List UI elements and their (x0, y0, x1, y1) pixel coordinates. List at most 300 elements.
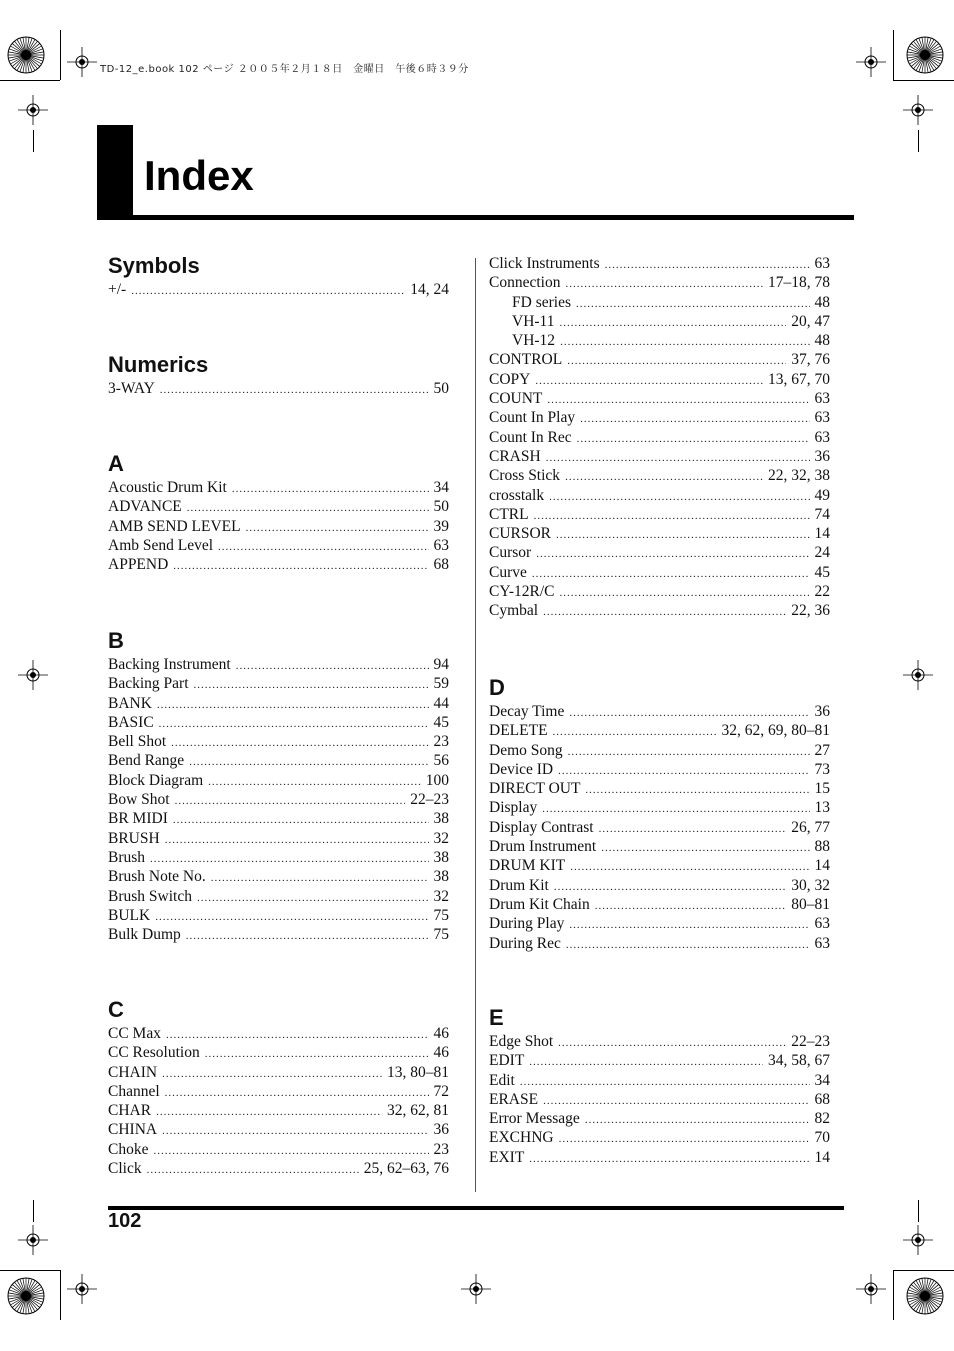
title-rule (97, 215, 854, 220)
page-reference: 25, 62–63, 76 (363, 1160, 449, 1178)
index-entry (489, 582, 830, 601)
section-heading: D (489, 675, 505, 700)
index-entry (108, 790, 449, 809)
crop-mark (893, 80, 954, 81)
page-reference: 13, 80–81 (387, 1063, 449, 1081)
dot-leader (585, 781, 809, 800)
index-term: Brush Note No. (108, 868, 206, 886)
index-entry (489, 293, 830, 312)
index-entry (489, 741, 830, 760)
dot-leader (173, 811, 429, 830)
star-target-icon (905, 1276, 945, 1316)
title-block (97, 125, 133, 220)
index-term: APPEND (108, 556, 169, 574)
dot-leader (559, 314, 786, 333)
page-reference: 15 (814, 780, 830, 798)
page-reference: 22 (814, 583, 830, 601)
page-reference: 32 (433, 887, 449, 905)
dot-leader (547, 391, 809, 410)
index-entry (108, 829, 449, 848)
index-entry (489, 447, 830, 466)
index-term: Amb Send Level (108, 536, 214, 554)
dot-leader (175, 792, 406, 811)
index-entry (108, 751, 449, 770)
page-reference: 82 (814, 1110, 830, 1128)
index-term: VH-11 (512, 312, 555, 330)
index-term: CURSOR (489, 525, 552, 543)
page-reference: 63 (814, 390, 830, 408)
page-reference: 63 (814, 255, 830, 272)
page-reference: 50 (433, 380, 449, 397)
index-term: Count In Play (489, 409, 576, 427)
index-entry (489, 702, 830, 721)
page-reference: 70 (814, 1129, 830, 1147)
page-reference: 32 (433, 829, 449, 847)
index-section (489, 254, 830, 621)
index-term: Click Instruments (489, 255, 600, 272)
index-entry (108, 497, 449, 516)
index-term: Click (108, 1160, 142, 1178)
dot-leader (157, 696, 429, 715)
index-term: Cymbal (489, 602, 539, 620)
index-term: Connection (489, 274, 561, 292)
page-reference: 73 (814, 760, 830, 778)
index-entry (489, 331, 830, 350)
page-reference: 14 (814, 1148, 830, 1166)
index-entry (489, 914, 830, 933)
index-term: Channel (108, 1082, 160, 1100)
dot-leader (529, 1053, 763, 1072)
page-reference: 100 (425, 771, 449, 789)
page-reference: 26, 77 (791, 818, 830, 836)
dot-leader (162, 1122, 428, 1141)
index-section (108, 992, 449, 1178)
page-reference: 59 (433, 675, 449, 693)
index-term: CHINA (108, 1121, 158, 1139)
dot-leader (570, 858, 809, 877)
section-heading: Numerics (108, 352, 209, 377)
index-entry (489, 370, 830, 389)
page-reference: 56 (433, 752, 449, 770)
index-term: Acoustic Drum Kit (108, 479, 227, 496)
crop-mark (893, 1270, 894, 1320)
index-term: Drum Kit Chain (489, 895, 590, 913)
page-reference: 50 (433, 498, 449, 516)
index-entry (489, 934, 830, 953)
index-entry (489, 876, 830, 895)
index-term: Bell Shot (108, 733, 167, 751)
page-reference: 17–18, 78 (768, 274, 830, 292)
page-reference: 94 (433, 656, 449, 673)
page-reference: 88 (814, 838, 830, 856)
index-term: VH-12 (512, 332, 556, 350)
index-term: EXCHNG (489, 1129, 554, 1147)
page-reference: 68 (433, 556, 449, 574)
index-term: Backing Instrument (108, 656, 231, 673)
index-term: BRUSH (108, 829, 160, 847)
index-entry (108, 379, 449, 398)
index-term: Cursor (489, 544, 532, 562)
index-term: crosstalk (489, 486, 545, 504)
dot-leader (601, 839, 809, 858)
index-entry (108, 771, 449, 790)
dot-leader (595, 897, 787, 916)
index-entry (489, 837, 830, 856)
dot-leader (559, 1130, 810, 1149)
dot-leader (218, 538, 428, 557)
index-term: Backing Part (108, 675, 189, 693)
page-reference: 24 (814, 544, 830, 562)
index-term: Edge Shot (489, 1033, 554, 1050)
page-reference: 74 (814, 505, 830, 523)
index-section (108, 248, 449, 299)
crop-mark (60, 30, 61, 80)
dot-leader (585, 1111, 810, 1130)
index-entry (489, 721, 830, 740)
dot-leader (565, 275, 763, 294)
registration-mark-icon (18, 660, 48, 690)
index-term: During Play (489, 915, 565, 933)
index-entry (108, 478, 449, 497)
index-term: COPY (489, 370, 531, 388)
index-term: Display (489, 799, 538, 817)
index-term: Edit (489, 1071, 515, 1089)
page-reference: 36 (433, 1121, 449, 1139)
dot-leader (162, 1065, 382, 1084)
registration-mark-icon (856, 47, 886, 77)
dot-leader (549, 488, 809, 507)
index-entry (108, 809, 449, 828)
page-reference: 14 (814, 857, 830, 875)
section-heading: B (108, 628, 124, 653)
dot-leader (532, 565, 810, 584)
page-reference: 44 (433, 694, 449, 712)
dot-leader (173, 557, 428, 576)
dot-leader (576, 295, 810, 314)
index-entry (108, 1043, 449, 1062)
dot-leader (246, 519, 429, 538)
dot-leader (155, 908, 428, 927)
index-entry (489, 486, 830, 505)
index-term: CC Max (108, 1025, 161, 1042)
index-entry (489, 779, 830, 798)
registration-mark-icon (856, 1274, 886, 1304)
crop-mark (0, 1270, 60, 1271)
dot-leader (535, 372, 763, 391)
index-term: Curve (489, 563, 527, 581)
index-term: Cross Stick (489, 467, 561, 485)
index-entry (108, 517, 449, 536)
index-term: BANK (108, 694, 152, 712)
page-reference: 22–23 (791, 1033, 830, 1050)
page-reference: 22, 36 (791, 602, 830, 620)
section-heading: A (108, 451, 124, 476)
index-term: During Rec (489, 934, 561, 952)
dot-leader (529, 1150, 809, 1169)
index-entry (108, 1140, 449, 1159)
section-heading: Symbols (108, 253, 200, 278)
print-header: TD-12_e.book 102 ページ ２００５年２月１８日 金曜日 午後６時３９分 (100, 64, 469, 75)
index-entry (108, 1101, 449, 1120)
registration-mark-icon (67, 1274, 97, 1304)
page-reference: 45 (433, 713, 449, 731)
dot-leader (147, 1161, 359, 1180)
index-term: Brush (108, 848, 146, 866)
registration-mark-icon (903, 1225, 933, 1255)
crop-mark (0, 80, 60, 81)
index-term: DRUM KIT (489, 857, 566, 875)
page-title: Index (144, 152, 254, 199)
index-entry (108, 674, 449, 693)
index-entry (489, 1051, 830, 1070)
page-reference: 36 (814, 447, 830, 465)
dot-leader (566, 936, 810, 955)
index-entry (489, 856, 830, 875)
index-term: CY-12R/C (489, 583, 555, 601)
index-term: Error Message (489, 1110, 580, 1128)
index-entry (489, 760, 830, 779)
crop-mark (33, 130, 34, 152)
star-target-icon (905, 35, 945, 75)
dot-leader (568, 743, 810, 762)
page-reference: 38 (433, 810, 449, 828)
crop-mark (893, 1270, 954, 1271)
dot-leader (194, 676, 429, 695)
dot-leader (567, 352, 786, 371)
page-reference: 39 (433, 517, 449, 535)
index-term: Device ID (489, 760, 554, 778)
index-entry (489, 1109, 830, 1128)
index-entry (489, 601, 830, 620)
index-entry (108, 1159, 449, 1178)
dot-leader (160, 381, 429, 400)
index-term: BASIC (108, 713, 154, 731)
dot-leader (159, 715, 429, 734)
crop-mark (918, 1200, 919, 1222)
crop-mark (893, 30, 894, 80)
index-term: FD series (512, 293, 571, 311)
index-entry (489, 524, 830, 543)
dot-leader (236, 657, 429, 676)
registration-mark-icon (18, 1225, 48, 1255)
index-entry (108, 713, 449, 732)
index-term: DELETE (489, 722, 548, 740)
index-entry (489, 1071, 830, 1090)
column-divider (475, 258, 476, 1192)
page-reference: 68 (814, 1090, 830, 1108)
crop-mark (918, 130, 919, 152)
index-entry (108, 280, 449, 299)
page-reference: 63 (814, 428, 830, 446)
index-term: EDIT (489, 1052, 525, 1070)
dot-leader (556, 526, 809, 545)
index-term: +/- (108, 281, 127, 298)
index-entry (108, 1063, 449, 1082)
index-term: EXIT (489, 1148, 525, 1166)
index-section (489, 670, 830, 953)
index-term: CTRL (489, 505, 529, 523)
page-reference: 63 (814, 934, 830, 952)
page-reference: 46 (433, 1044, 449, 1062)
index-entry (489, 895, 830, 914)
index-section (489, 1000, 830, 1167)
section-heading: E (489, 1005, 504, 1030)
dot-leader (599, 820, 787, 839)
index-entry (489, 389, 830, 408)
crop-mark (33, 1200, 34, 1222)
index-term: Bend Range (108, 752, 185, 770)
dot-leader (520, 1073, 810, 1092)
dot-leader (534, 507, 810, 526)
index-entry (489, 312, 830, 331)
page-reference: 45 (814, 563, 830, 581)
index-entry (489, 505, 830, 524)
page-reference: 34, 58, 67 (768, 1052, 830, 1070)
index-term: Block Diagram (108, 771, 204, 789)
page-reference: 30, 32 (791, 876, 830, 894)
index-entry (108, 1120, 449, 1139)
index-term: ERASE (489, 1090, 539, 1108)
index-term: 3-WAY (108, 380, 155, 397)
dot-leader (536, 545, 809, 564)
registration-mark-icon (461, 1274, 491, 1304)
index-entry (108, 925, 449, 944)
dot-leader (165, 831, 429, 850)
page-reference: 32, 62, 81 (387, 1102, 449, 1120)
index-entry (489, 798, 830, 817)
index-entry (489, 466, 830, 485)
page-reference: 14 (814, 525, 830, 543)
index-entry (108, 887, 449, 906)
index-entry (108, 555, 449, 574)
page-reference: 23 (433, 733, 449, 751)
page-reference: 22–23 (410, 791, 449, 809)
page-reference: 34 (814, 1071, 830, 1089)
page-reference: 63 (433, 536, 449, 554)
page-reference: 48 (814, 332, 830, 350)
index-term: Drum Instrument (489, 838, 597, 856)
index-entry (108, 1024, 449, 1043)
page-reference: 49 (814, 486, 830, 504)
dot-leader (211, 869, 429, 888)
index-entry (489, 254, 830, 273)
page-reference: 37, 76 (791, 351, 830, 369)
page-reference: 38 (433, 848, 449, 866)
dot-leader (553, 723, 717, 742)
index-term: CRASH (489, 447, 541, 465)
page-reference: 75 (433, 926, 449, 944)
index-term: Brush Switch (108, 887, 192, 905)
page-reference: 14, 24 (410, 281, 449, 298)
page-reference: 34 (433, 479, 449, 496)
index-entry (489, 1032, 830, 1051)
index-entry (489, 428, 830, 447)
index-entry (489, 1148, 830, 1167)
page-reference: 23 (433, 1140, 449, 1158)
section-heading: C (108, 997, 124, 1022)
index-term: Choke (108, 1140, 149, 1158)
page-number: 102 (108, 1210, 142, 1232)
index-section (108, 446, 449, 574)
page-reference: 22, 32, 38 (768, 467, 830, 485)
index-entry (108, 732, 449, 751)
index-term: Drum Kit (489, 876, 549, 894)
index-term: Display Contrast (489, 818, 594, 836)
dot-leader (558, 1034, 786, 1053)
dot-leader (559, 584, 809, 603)
index-term: CONTROL (489, 351, 563, 369)
index-entry (108, 694, 449, 713)
registration-mark-icon (903, 95, 933, 125)
index-term: COUNT (489, 390, 543, 408)
dot-leader (580, 410, 809, 429)
index-entry (489, 350, 830, 369)
page-reference: 63 (814, 409, 830, 427)
page-reference: 13 (814, 799, 830, 817)
index-entry (108, 655, 449, 674)
index-entry (108, 867, 449, 886)
index-entry (489, 818, 830, 837)
dot-leader (569, 916, 809, 935)
index-entry (489, 563, 830, 582)
star-target-icon (6, 1276, 46, 1316)
index-entry (489, 1090, 830, 1109)
page-reference: 75 (433, 906, 449, 924)
index-entry (108, 906, 449, 925)
index-section (108, 347, 449, 398)
index-term: Count In Rec (489, 428, 572, 446)
page-reference: 80–81 (791, 895, 830, 913)
dot-leader (565, 468, 763, 487)
index-term: Bow Shot (108, 791, 170, 809)
dot-leader (577, 430, 810, 449)
index-entry (489, 543, 830, 562)
index-term: Demo Song (489, 741, 563, 759)
page-reference: 38 (433, 868, 449, 886)
dot-leader (156, 1103, 382, 1122)
index-entry (489, 273, 830, 292)
index-entry (489, 1128, 830, 1147)
index-term: BR MIDI (108, 810, 168, 828)
page-reference: 63 (814, 915, 830, 933)
dot-leader (166, 1026, 429, 1045)
index-entry (489, 408, 830, 427)
dot-leader (543, 1092, 809, 1111)
dot-leader (560, 333, 809, 352)
index-term: CHAIN (108, 1063, 158, 1081)
index-term: ADVANCE (108, 498, 182, 516)
dot-leader (197, 889, 429, 908)
dot-leader (186, 927, 429, 946)
registration-mark-icon (903, 660, 933, 690)
footer-rule (108, 1206, 844, 1210)
page-reference: 32, 62, 69, 80–81 (721, 722, 830, 740)
dot-leader (131, 282, 405, 301)
page-reference: 36 (814, 703, 830, 720)
crop-mark (60, 1270, 61, 1320)
dot-leader (558, 762, 809, 781)
dot-leader (232, 480, 429, 499)
index-term: DIRECT OUT (489, 780, 581, 798)
index-term: Decay Time (489, 703, 565, 720)
page-reference: 20, 47 (791, 312, 830, 330)
dot-leader (543, 603, 786, 622)
page-reference: 72 (433, 1082, 449, 1100)
page-reference: 27 (814, 741, 830, 759)
index-term: AMB SEND LEVEL (108, 517, 241, 535)
registration-mark-icon (67, 47, 97, 77)
index-term: BULK (108, 906, 151, 924)
